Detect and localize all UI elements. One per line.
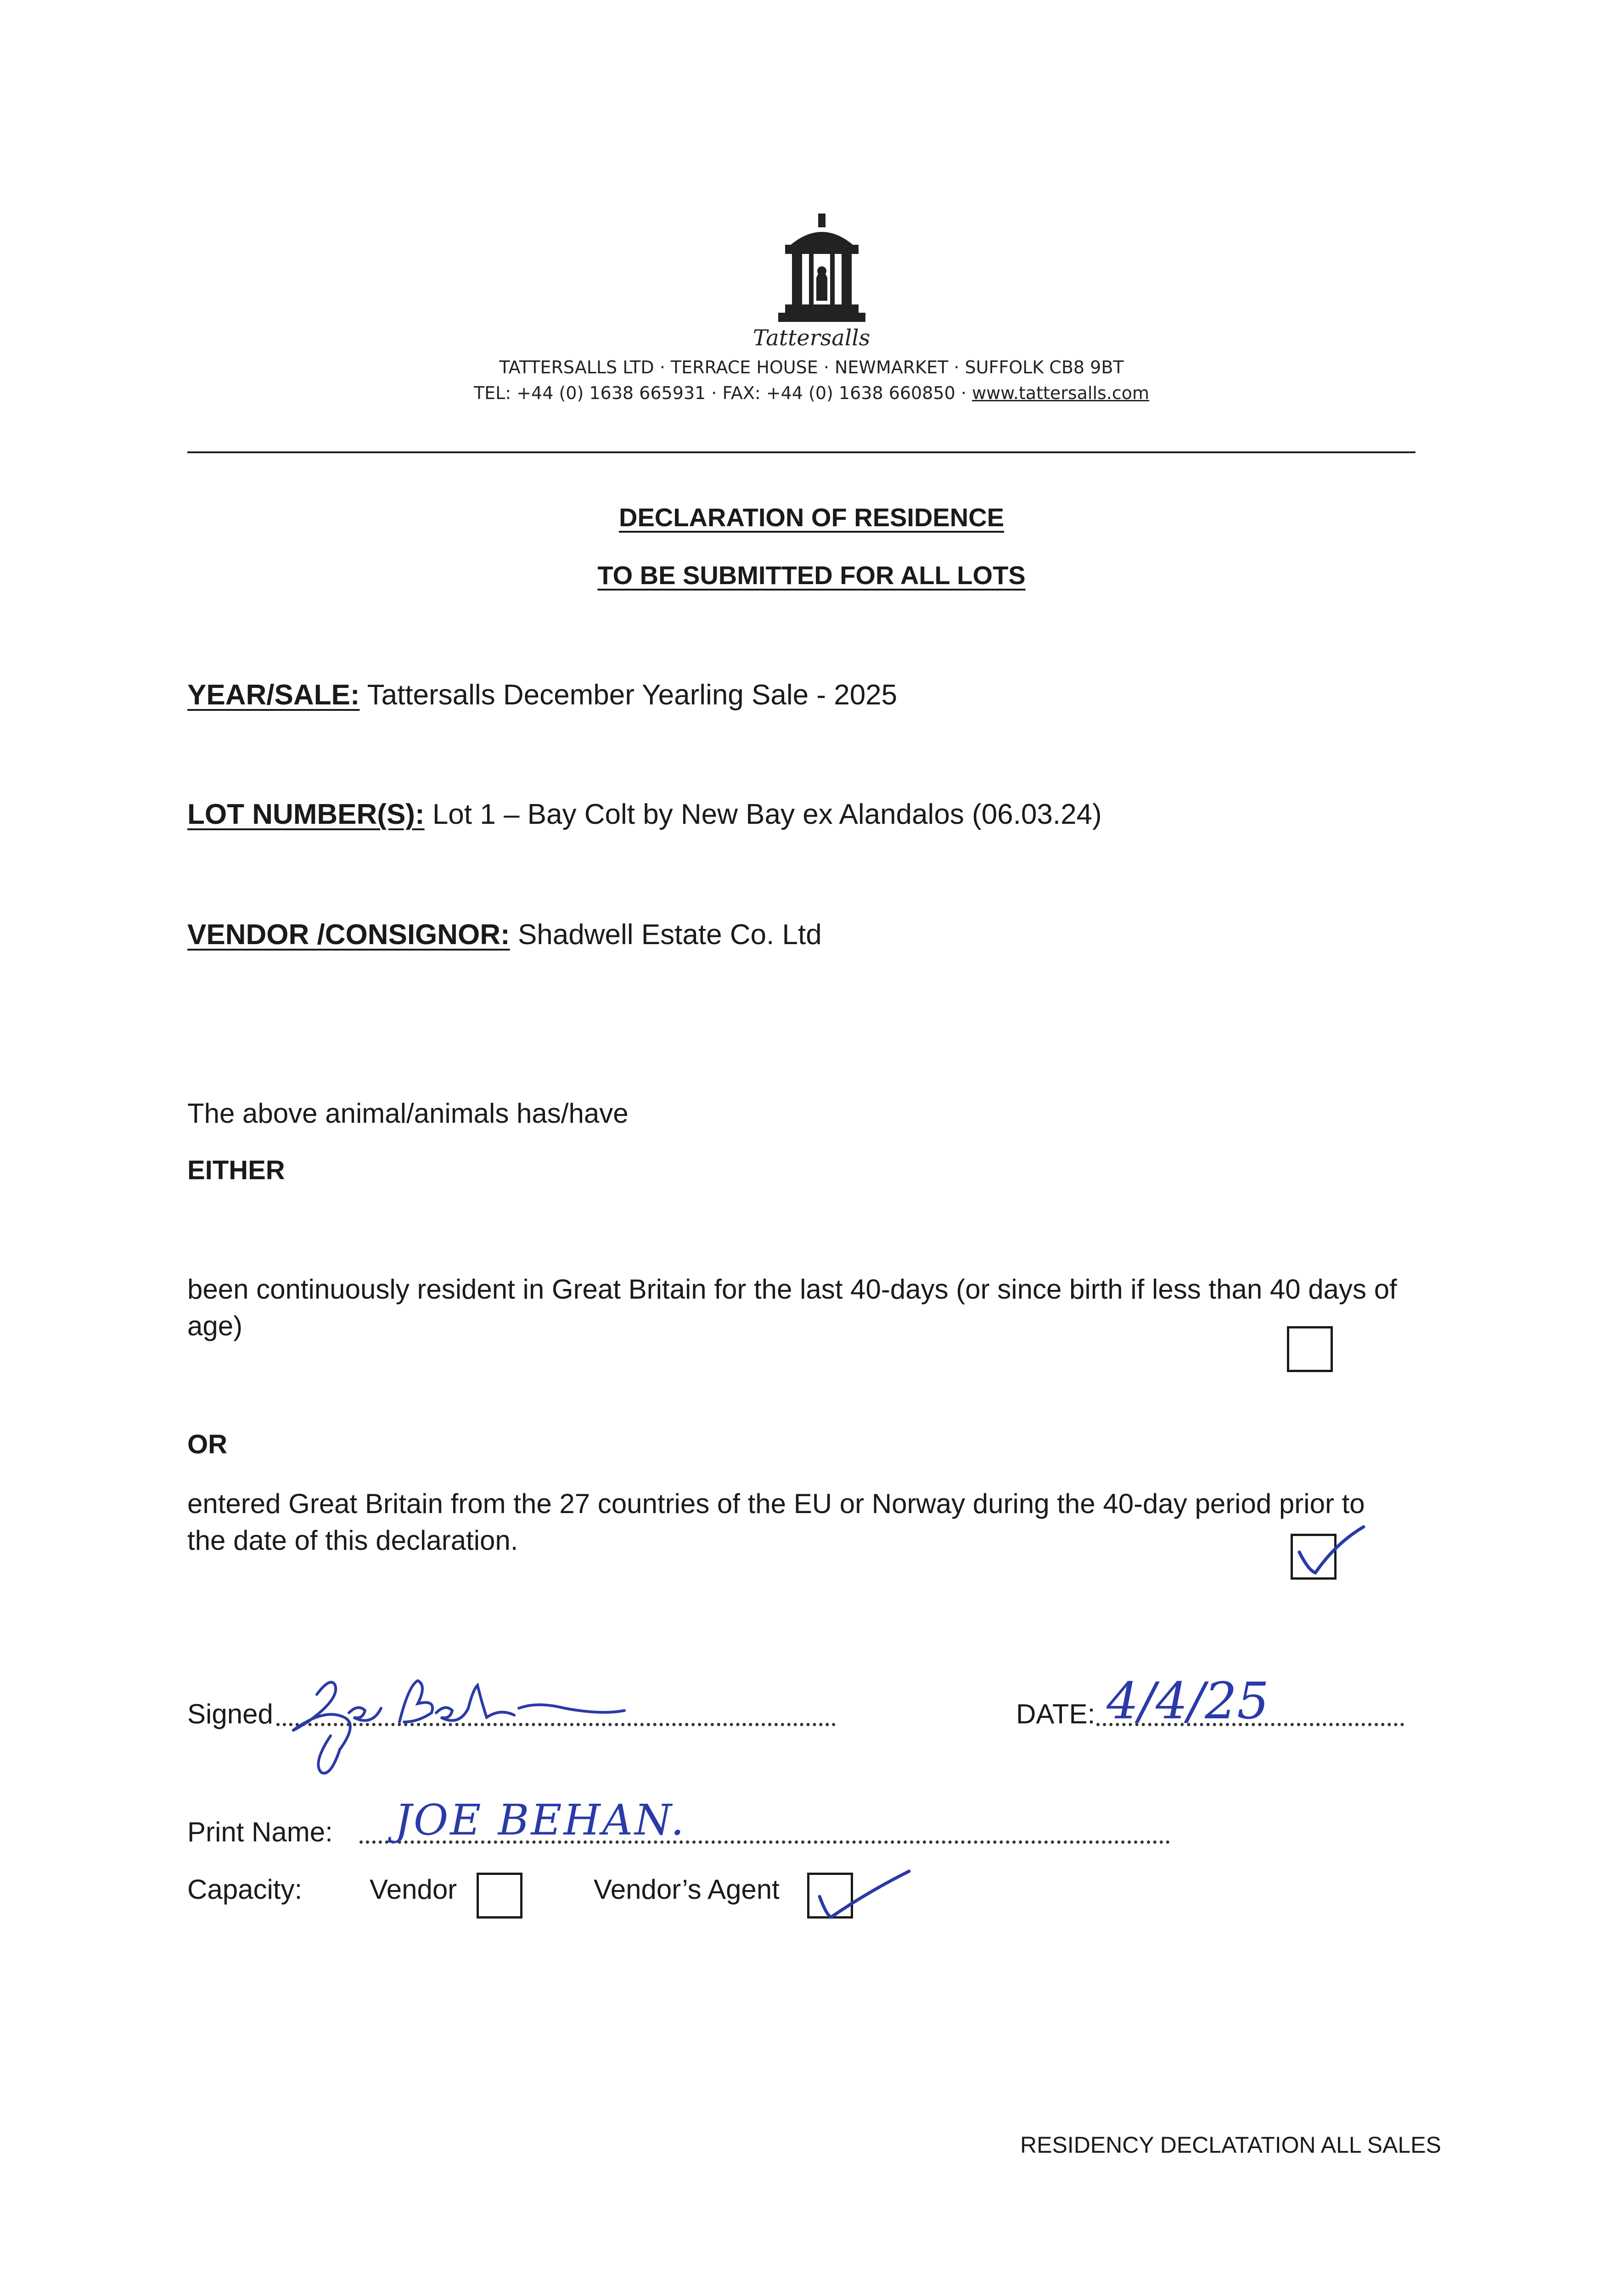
form-title: DECLARATION OF RESIDENCE [619,503,1004,532]
option-2-line-2: the date of this declaration. [187,1525,518,1556]
signed-label: Signed [187,1699,273,1729]
date-label: DATE: [1016,1699,1095,1729]
form-subtitle: TO BE SUBMITTED FOR ALL LOTS [597,561,1026,590]
vendor-capacity-label: Vendor [370,1874,457,1905]
option-1-checkbox[interactable] [1287,1326,1333,1372]
vendors-agent-checkmark-icon [813,1864,918,1924]
option-1-line-1: been continuously resident in Great Britain for the last 40-days (or since birth if less than 40 days of [187,1274,1397,1305]
option-2-text [187,1486,1427,1559]
either-label: EITHER [187,1155,285,1185]
vendor-consignor-label: VENDOR /CONSIGNOR: [187,919,510,951]
option-1-text [187,1271,1427,1345]
vendor-checkbox[interactable] [477,1873,522,1919]
address-line: TATTERSALLS LTD · TERRACE HOUSE · NEWMARKET · SUFFOLK CB8 9BT [499,357,1124,377]
footer-label: RESIDENCY DECLATATION ALL SALES [1020,2132,1441,2158]
vendor-consignor-value: Shadwell Estate Co. Ltd [517,919,822,951]
lot-number-label: LOT NUMBER(S): [187,799,425,830]
tattersalls-logo-icon [776,209,868,328]
vendor-consignor-field [187,918,822,951]
intro-text: The above animal/animals has/have [187,1098,629,1129]
signature-image [280,1658,638,1791]
contact-phone-fax: TEL: +44 (0) 1638 665931 · FAX: +44 (0) 1638 660850 · [473,383,972,403]
vendors-agent-label: Vendor’s Agent [594,1874,780,1905]
print-name-label: Print Name: [187,1817,333,1847]
option-2-checkmark-icon [1295,1520,1368,1580]
or-label: OR [187,1429,227,1459]
contact-line [0,383,1623,403]
lot-number-value: Lot 1 – Bay Colt by New Bay ex Alandalos (06.03.24) [432,799,1102,830]
website-link[interactable]: www.tattersalls.com [972,383,1150,403]
year-sale-value: Tattersalls December Yearling Sale - 2025 [367,679,898,711]
option-1-line-2: age) [187,1311,243,1341]
lot-number-field [187,798,1102,831]
year-sale-field [187,679,897,711]
date-value: 4/4/25 [1106,1671,1269,1730]
header-divider [187,451,1415,453]
capacity-label: Capacity: [187,1874,303,1905]
option-2-line-1: entered Great Britain from the 27 countries of the EU or Norway during the 40-day period prior to [187,1488,1365,1519]
brand-name: Tattersalls [753,325,870,351]
year-sale-label: YEAR/SALE: [187,679,360,711]
print-name-value: JOE BEHAN. [395,1795,686,1845]
